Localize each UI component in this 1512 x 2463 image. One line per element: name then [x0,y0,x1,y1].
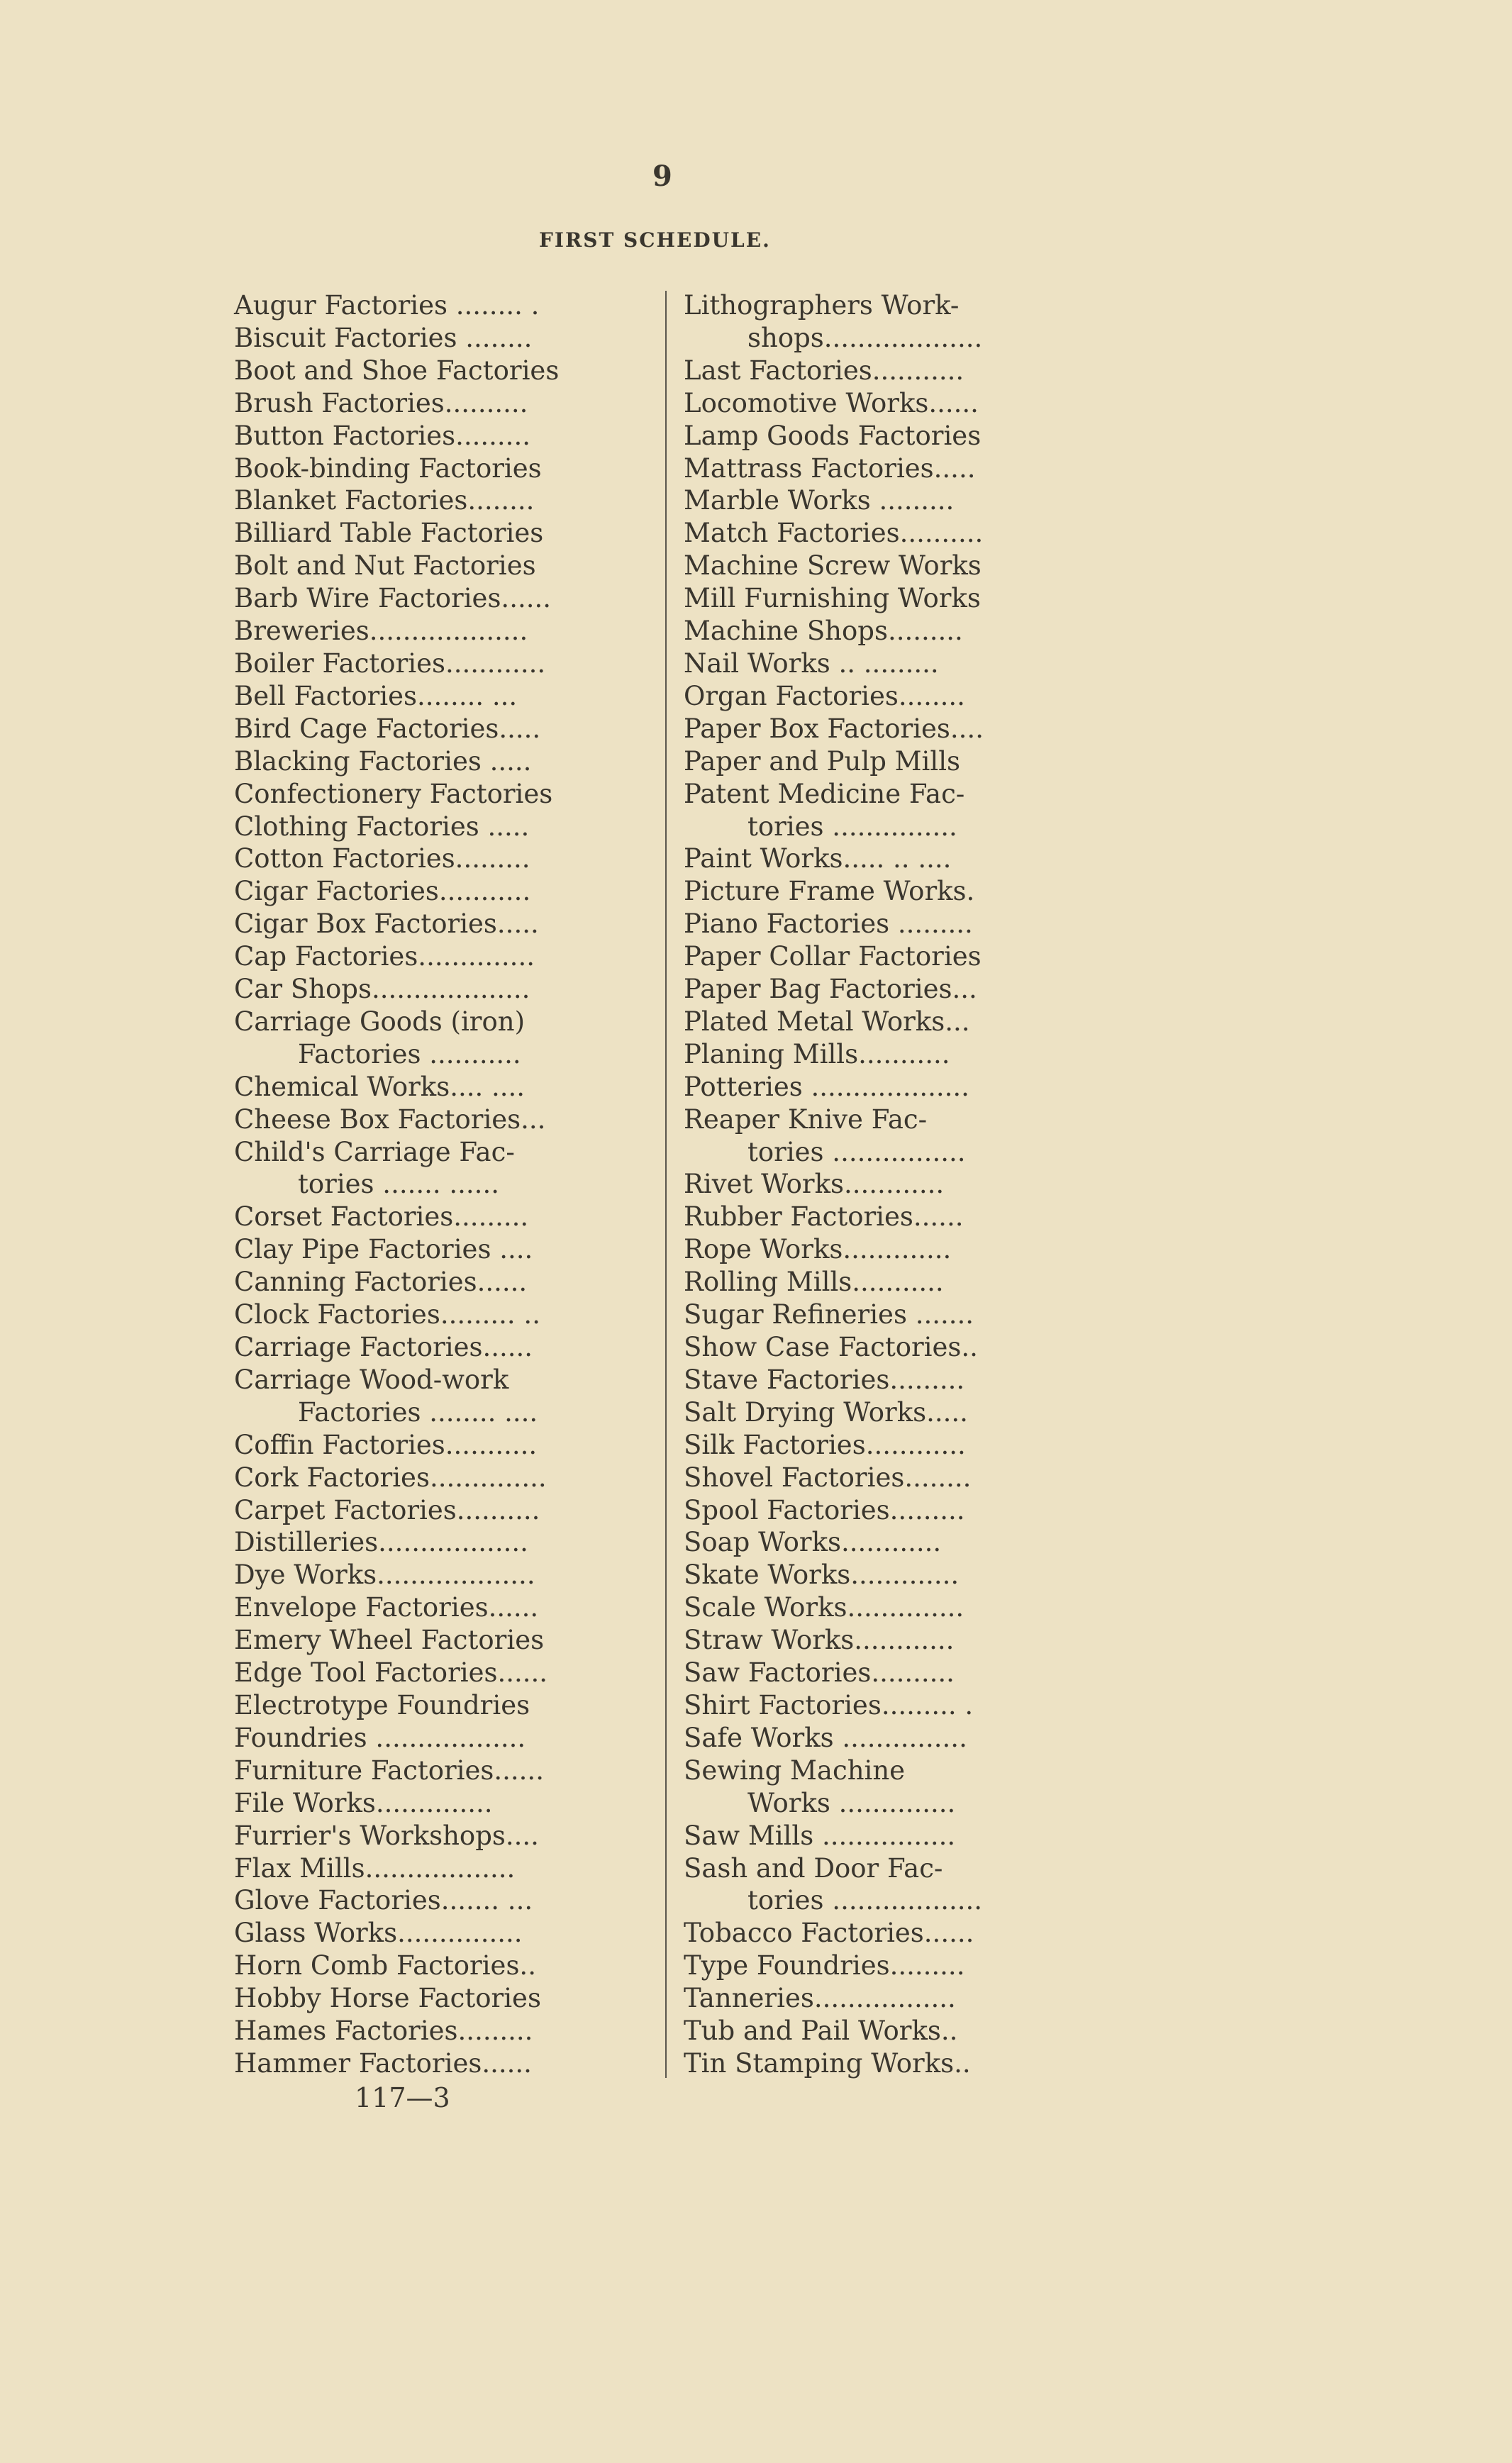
schedule-entry: Sash and Door Fac- [684,1852,943,1884]
schedule-entry: Boiler Factories............ [234,647,546,679]
schedule-entry: Clay Pipe Factories .... [234,1234,533,1265]
schedule-entry: Blacking Factories ..... [234,745,532,777]
schedule-entry: Book-binding Factories [234,452,542,484]
schedule-entry: Match Factories.......... [684,518,984,549]
schedule-entry: Straw Works............ [684,1625,955,1656]
schedule-entry: Shirt Factories......... . [684,1689,974,1720]
schedule-entry: Cap Factories.............. [234,941,535,972]
schedule-entry: Biscuit Factories ........ [234,322,533,353]
schedule-title: FIRST SCHEDULE. [539,228,771,252]
schedule-entry: Augur Factories ........ . [234,290,540,321]
schedule-entry: Paint Works..... .. .... [684,843,952,874]
schedule-entry: Organ Factories........ [684,680,965,711]
schedule-entry: Rivet Works............ [684,1169,945,1200]
schedule-entry: Chemical Works.... .... [234,1071,526,1102]
schedule-entry: Cigar Factories........... [234,876,531,907]
schedule-entry: Electrotype Foundries [234,1689,530,1720]
schedule-entry: Plated Metal Works... [684,1006,970,1037]
schedule-entry: Paper Box Factories.... [684,713,984,744]
schedule-entry: Clothing Factories ..... [234,811,530,842]
schedule-entry: Salt Drying Works..... [684,1396,968,1428]
schedule-entry: Saw Factories.......... [684,1657,955,1689]
schedule-entry: Spool Factories......... [684,1494,965,1525]
schedule-entry: Picture Frame Works. [684,876,975,907]
schedule-entry: Machine Screw Works [684,550,982,582]
schedule-entry: Patent Medicine Fac- [684,778,965,809]
schedule-entry: Tanneries................. [684,1983,956,2014]
schedule-entry: tories .................. [747,1885,983,1916]
schedule-entry: Factories ........... [298,1038,521,1069]
schedule-entry: Stave Factories......... [684,1364,965,1395]
schedule-entry: Distilleries.................. [234,1527,528,1558]
column-divider [665,291,667,2078]
schedule-entry: Flax Mills.................. [234,1852,516,1884]
schedule-entry: Factories ........ .... [298,1396,538,1428]
page-number: 9 [652,160,672,193]
schedule-entry: Hammer Factories...... [234,2047,532,2079]
schedule-entry: Hobby Horse Factories [234,1983,541,2014]
schedule-entry: Potteries ................... [684,1071,969,1102]
schedule-entry: Glass Works............... [234,1918,523,1949]
schedule-entry: Rope Works............. [684,1234,952,1265]
schedule-entry: Blanket Factories........ [234,485,535,516]
schedule-entry: Child's Carriage Fac- [234,1136,515,1167]
schedule-entry: tories ................ [747,1136,966,1167]
schedule-entry: Envelope Factories...... [234,1592,539,1623]
schedule-entry: Barb Wire Factories...... [234,583,551,614]
schedule-entry: Lithographers Work- [684,290,960,321]
schedule-entry: Carriage Wood-work [234,1364,509,1395]
schedule-entry: Mill Furnishing Works [684,583,981,614]
schedule-entry: Skate Works............. [684,1559,960,1591]
schedule-entry: Soap Works............ [684,1527,942,1558]
schedule-entry: Shovel Factories........ [684,1462,972,1493]
schedule-entry: Foundries .................. [234,1722,526,1753]
schedule-entry: Boot and Shoe Factories [234,355,560,386]
schedule-entry: Paper and Pulp Mills [684,745,961,777]
schedule-entry: Tub and Pail Works.. [684,2016,958,2047]
schedule-entry: Mattrass Factories..... [684,452,976,484]
schedule-entry: tories ....... ...... [298,1169,499,1200]
schedule-entry: Breweries................... [234,616,528,647]
schedule-entry: Canning Factories...... [234,1267,528,1298]
schedule-entry: Marble Works ......... [684,485,955,516]
schedule-entry: Tobacco Factories...... [684,1918,974,1949]
schedule-entry: Button Factories......... [234,420,530,451]
schedule-entry: Saw Mills ................ [684,1820,956,1851]
schedule-entry: Emery Wheel Factories [234,1625,545,1656]
schedule-entry: Rolling Mills........... [684,1267,944,1298]
left-column [234,289,574,2080]
schedule-entry: tories ............... [747,811,957,842]
schedule-entry: Sugar Refineries ....... [684,1299,974,1330]
schedule-entry: Lamp Goods Factories [684,420,982,451]
schedule-entry: Last Factories........... [684,355,965,386]
schedule-entry: Corset Factories......... [234,1201,529,1233]
schedule-entry: Confectionery Factories [234,778,553,809]
schedule-entry: Car Shops................... [234,974,530,1005]
schedule-entry: Sewing Machine [684,1755,906,1786]
schedule-entry: Bolt and Nut Factories [234,550,536,582]
schedule-entry: Works .............. [747,1787,956,1818]
schedule-entry: Paper Collar Factories [684,941,982,972]
schedule-entry: Cork Factories.............. [234,1462,547,1493]
schedule-entry: Carpet Factories.......... [234,1494,540,1525]
schedule-entry: Coffin Factories........... [234,1429,538,1460]
schedule-entry: File Works.............. [234,1787,493,1818]
schedule-entry: Carriage Factories...... [234,1332,533,1362]
schedule-entry: Planing Mills........... [684,1038,950,1069]
schedule-entry: shops................... [747,322,983,353]
right-column [684,289,1010,2080]
schedule-entry: Machine Shops......... [684,616,963,647]
schedule-entry: Scale Works.............. [684,1592,965,1623]
schedule-entry: Horn Comb Factories.. [234,1950,536,1981]
schedule-entry: Paper Bag Factories... [684,974,977,1005]
schedule-entry: Bell Factories........ ... [234,680,518,711]
schedule-entry: Locomotive Works...... [684,387,979,418]
schedule-entry: Show Case Factories.. [684,1332,978,1362]
schedule-entry: Piano Factories ......... [684,908,973,940]
schedule-entry: Safe Works ............... [684,1722,967,1753]
schedule-entry: Glove Factories....... ... [234,1885,533,1916]
schedule-entry: Hames Factories......... [234,2016,533,2047]
schedule-entry: Tin Stamping Works.. [684,2047,971,2079]
schedule-entry: Nail Works .. ......... [684,647,939,679]
schedule-entry: Brush Factories.......... [234,387,528,418]
schedule-entry: Bird Cage Factories..... [234,713,541,744]
schedule-entry: Reaper Knive Fac- [684,1103,928,1135]
schedule-entry: Dye Works................... [234,1559,535,1591]
schedule-entry: Billiard Table Factories [234,518,544,549]
schedule-entry: Furrier's Workshops.... [234,1820,539,1851]
signature-mark: 117—3 [355,2082,450,2113]
schedule-entry: Silk Factories............ [684,1429,966,1460]
schedule-entry: Cotton Factories......... [234,843,530,874]
schedule-entry: Clock Factories......... .. [234,1299,540,1330]
schedule-entry: Carriage Goods (iron) [234,1006,526,1037]
schedule-entry: Edge Tool Factories...... [234,1657,548,1689]
schedule-entry: Type Foundries......... [684,1950,965,1981]
schedule-entry: Cheese Box Factories... [234,1103,546,1135]
schedule-entry: Furniture Factories...... [234,1755,544,1786]
schedule-entry: Rubber Factories...... [684,1201,964,1233]
schedule-entry: Cigar Box Factories..... [234,908,539,940]
